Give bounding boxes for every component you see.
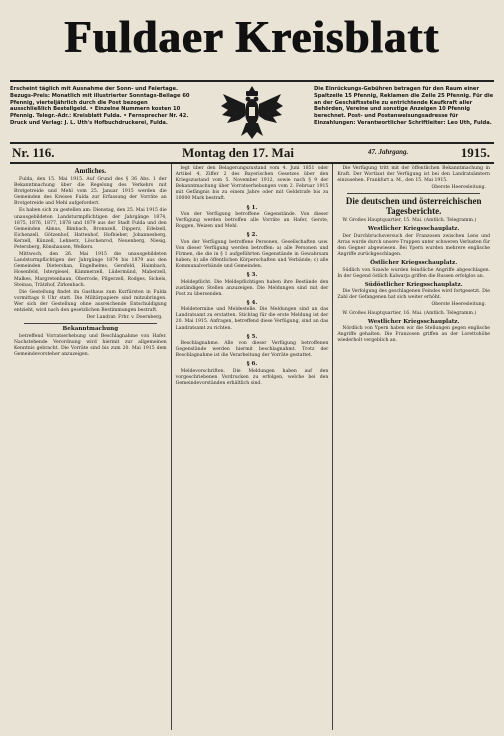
article-paragraph: Der Durchbruchsversuch der Franzosen zwischen Lens und Arras wurde durch unsere Truppen unter schweren Verlusten für den Gegner abgewiesen. Bei Ypern wurden mehrere englische Angriffe zurückgeschlagen. — [337, 233, 491, 258]
notice-heading: Bekanntmachung — [62, 326, 119, 333]
article-paragraph: Nördlich von Ypern haben wir die Stellungen gegen englische Angriffe gehalten. Die Franzosen griffen an der Lorettohöhe wiederholt vergeblich an. — [337, 326, 491, 344]
article-paragraph: Die Gestellung findet im Gasthaus zum Kurfürsten in Fulda vormittags 8 Uhr statt. Die Militärpapiere sind mitzubringen. Wer sich der Gestellung ohne ausreichende Entschuldigung entzieht, wird nach den gesetzlichen Bestimmungen bestraft. — [14, 289, 167, 313]
article-paragraph: Die Verfügung tritt mit der öffentlichen Bekanntmachung in Kraft. Der Wortlaut der Verfügung ist bei den Landratsämtern einzusehen. Frankfurt a. M., den 15. Mai 1915. — [337, 166, 491, 184]
signature-line: Oberste Heeresleitung. — [431, 185, 487, 191]
paragraph-heading: § 4. — [246, 299, 258, 306]
article-paragraph: Mittwoch, den 26. Mai 1915 die unausgebildeten Landsturmpflichtigen der Jahrgänge 1874 bis 1879 aus den Gemeinden Dietershan, Engelhelms, Gersfeld, Haimbach, Hosenfeld, Istergiesel, Kämmerzell, Lüdermünd, Maberzell, Malkes, Margretenhaun, Oberrode, Pilgerzell, Rodges, Sickels, Steinau, Trätzhof, Zirkenbach. — [14, 252, 167, 288]
dateline — [10, 144, 494, 164]
issue-number: Nr. 116. — [12, 145, 55, 160]
column-1 — [10, 164, 171, 730]
article-paragraph: Meldevorschriften. Die Meldungen haben auf den vorgeschriebenen Vordrucken zu erfolgen, welche bei den Gemeindevorständen erhältlich sind. — [175, 368, 329, 386]
subsection-heading: Östlicher Kriegsschauplatz. — [370, 260, 458, 267]
column-3 — [332, 164, 494, 730]
section-heading-tagesberichte: Die deutschen und österreichischen Tagesberichte. — [345, 196, 482, 217]
paragraph-heading: § 2. — [246, 232, 258, 239]
article-paragraph: W. Großes Hauptquartier, 15. Mai. (Amtlich. Telegramm.) — [342, 218, 477, 224]
subsection-heading: Westlicher Kriegsschauplatz. — [367, 226, 460, 233]
advertising-info: Die Einrückungs-Gebühren betragen für den Raum einer Spaltzeile 15 Pfennig, Reklamen die Zeile 25 Pfennig. Für die an der Geschäftsstelle zu entrichtende Kaufkraft aller Behörden, Vereine und sonstige Anzeigen 10 Pfennig berechnet. Post- und Postanweisungsadresse für Einzahlungen: Verantwortlicher Schriftleiter: Leo Uth, Fulda. — [314, 86, 494, 126]
paragraph-heading: § 6. — [246, 361, 258, 368]
divider — [24, 323, 157, 324]
article-paragraph: Die Verfolgung des geschlagenen Feindes wird fortgesetzt. Die Zahl der Gefangenen hat sich weiter erhöht. — [337, 289, 491, 301]
divider — [347, 193, 480, 194]
prussian-eagle-emblem — [219, 82, 285, 142]
article-paragraph: Beschlagnahme. Alle von dieser Verfügung betroffenen Gegenstände werden hiermit beschlagnahmt. Trotz der Beschlagnahme ist die Verarbeitung der Vorräte gestattet. — [175, 341, 329, 359]
paragraph-heading: § 1. — [246, 204, 258, 211]
article-paragraph: betreffend Vorratserhebung und Beschlagnahme von Hafer. Nachstehende Verordnung wird hiermit zur allgemeinen Kenntnis gebracht. Die Vorräte sind bis zum 20. Mai 1915 dem Gemeindevorsteher anzuzeigen. — [14, 333, 167, 357]
issue-year: 1915. — [460, 145, 490, 160]
section-heading-amtliches: Amtliches. — [74, 167, 107, 175]
column-2 — [171, 164, 333, 730]
article-paragraph: Von der Verfügung betroffene Personen, Gesellschaften usw. Von dieser Verfügung werden betroffen: a) alle Personen und Firmen, die die in § 1 aufgeführten Gegenstände in Gewahrsam haben; b) alle öffentlichen Körperschaften und Verbände; c) alle Kommunalverbände und Gemeinden. — [175, 239, 329, 270]
article-paragraph: Meldetermine und Meldestelle. Die Meldungen sind an das Landratsamt zu erstatten. Stichtag für die erste Meldung ist der 20. Mai 1915. Anfragen, betreffend diese Verfügung, sind an das Landratsamt zu richten. — [175, 307, 329, 331]
article-paragraph: Fulda, den 15. Mai 1915. Auf Grund des § 36 Abs. 1 der Bekanntmachung über die Regelung des Verkehrs mit Brotgetreide und Mehl vom 25. Januar 1915 werden die Gemeinden des Kreises Fulda zur Erfassung der Vorräte an Brotgetreide und Mehl aufgefordert. — [14, 177, 167, 207]
issue-date: Montag den 17. Mai — [182, 145, 294, 160]
masthead — [10, 6, 494, 82]
subsection-heading: Südöstlicher Kriegsschauplatz. — [364, 281, 463, 288]
article-paragraph: Von der Verfügung betroffene Gegenstände. Von dieser Verfügung werden betroffen alle Vorräte an Hafer, Gerste, Roggen, Weizen und Mehl. — [175, 211, 329, 230]
article-columns — [10, 164, 494, 730]
subsection-heading: Westlicher Kriegsschauplatz. — [367, 318, 460, 325]
signature-line: Oberste Heeresleitung. — [431, 302, 487, 308]
article-paragraph: Südlich von Szawle wurden feindliche Angriffe abgeschlagen. In der Gegend östlich Kalwarja griffen die Russen erfolglos an. — [337, 267, 491, 279]
volume-number: 47. Jahrgang. — [368, 148, 409, 156]
article-paragraph: Meldepflicht. Die Meldepflichtigen haben ihre Bestände den zuständigen Stellen anzuzeigen. Die Meldungen sind mit der Post zu übersenden. — [175, 279, 329, 297]
info-row — [10, 84, 494, 144]
signature-line: Der Landrat: Frhr. v. Doernberg. — [86, 315, 163, 321]
subscription-info: Erscheint täglich mit Ausnahme der Sonn- und Feiertage. Bezugs-Preis: Monatlich mit illustrierter Sonntags-Beilage 60 Pfennig, vierteljährlich durch die Post bezogen ausschließlich Bestellgeld. • Einzelne Nummern kosten 10 Pfennig. Telegr.-Adr.: Kreisblatt Fulda. • Fernsprecher Nr. 42. Druck und Verlag: J. L. Uth's Hofbuchdruckerei, Fulda. — [10, 86, 190, 126]
article-paragraph: W. Großes Hauptquartier, 16. Mai. (Amtlich. Telegramm.) — [342, 310, 477, 316]
paragraph-heading: § 3. — [246, 272, 258, 279]
article-paragraph: Es haben sich zu gestellen am: Dienstag, den 25. Mai 1915 die unausgebildeten Landsturmpflichtigen der Jahrgänge 1874, 1875, 1876, 1877, 1878 und 1879 aus der Stadt Fulda und den Gemeinden Almus, Bimbach, Bronnzell, Dipperz, Edelzell, Eichenzell, Götzenhof, Hattenhof, Hofbieber, Johannesberg, Kerzell, Künzell, Lehnerz, Löschenrod, Neuenberg, Niesig, Petersberg, Rönshausen, Welkers. — [14, 208, 167, 251]
paragraph-heading: § 5. — [246, 333, 258, 340]
newspaper-title: Fuldaer Kreisblatt — [64, 12, 440, 62]
article-paragraph: legt über den Belagerungszustand vom 4. Juni 1851 oder Artikel 4, Ziffer 2 des Bayerischen Gesetzes über den Kriegszustand vom 5. November 1912, sowie nach § 9 der Bekanntmachung über Vorratserhebungen vom 2. Februar 1915 mit Gefängnis bis zu einem Jahre oder mit Geldstrafe bis zu 10000 Mark bestraft. — [175, 166, 329, 202]
